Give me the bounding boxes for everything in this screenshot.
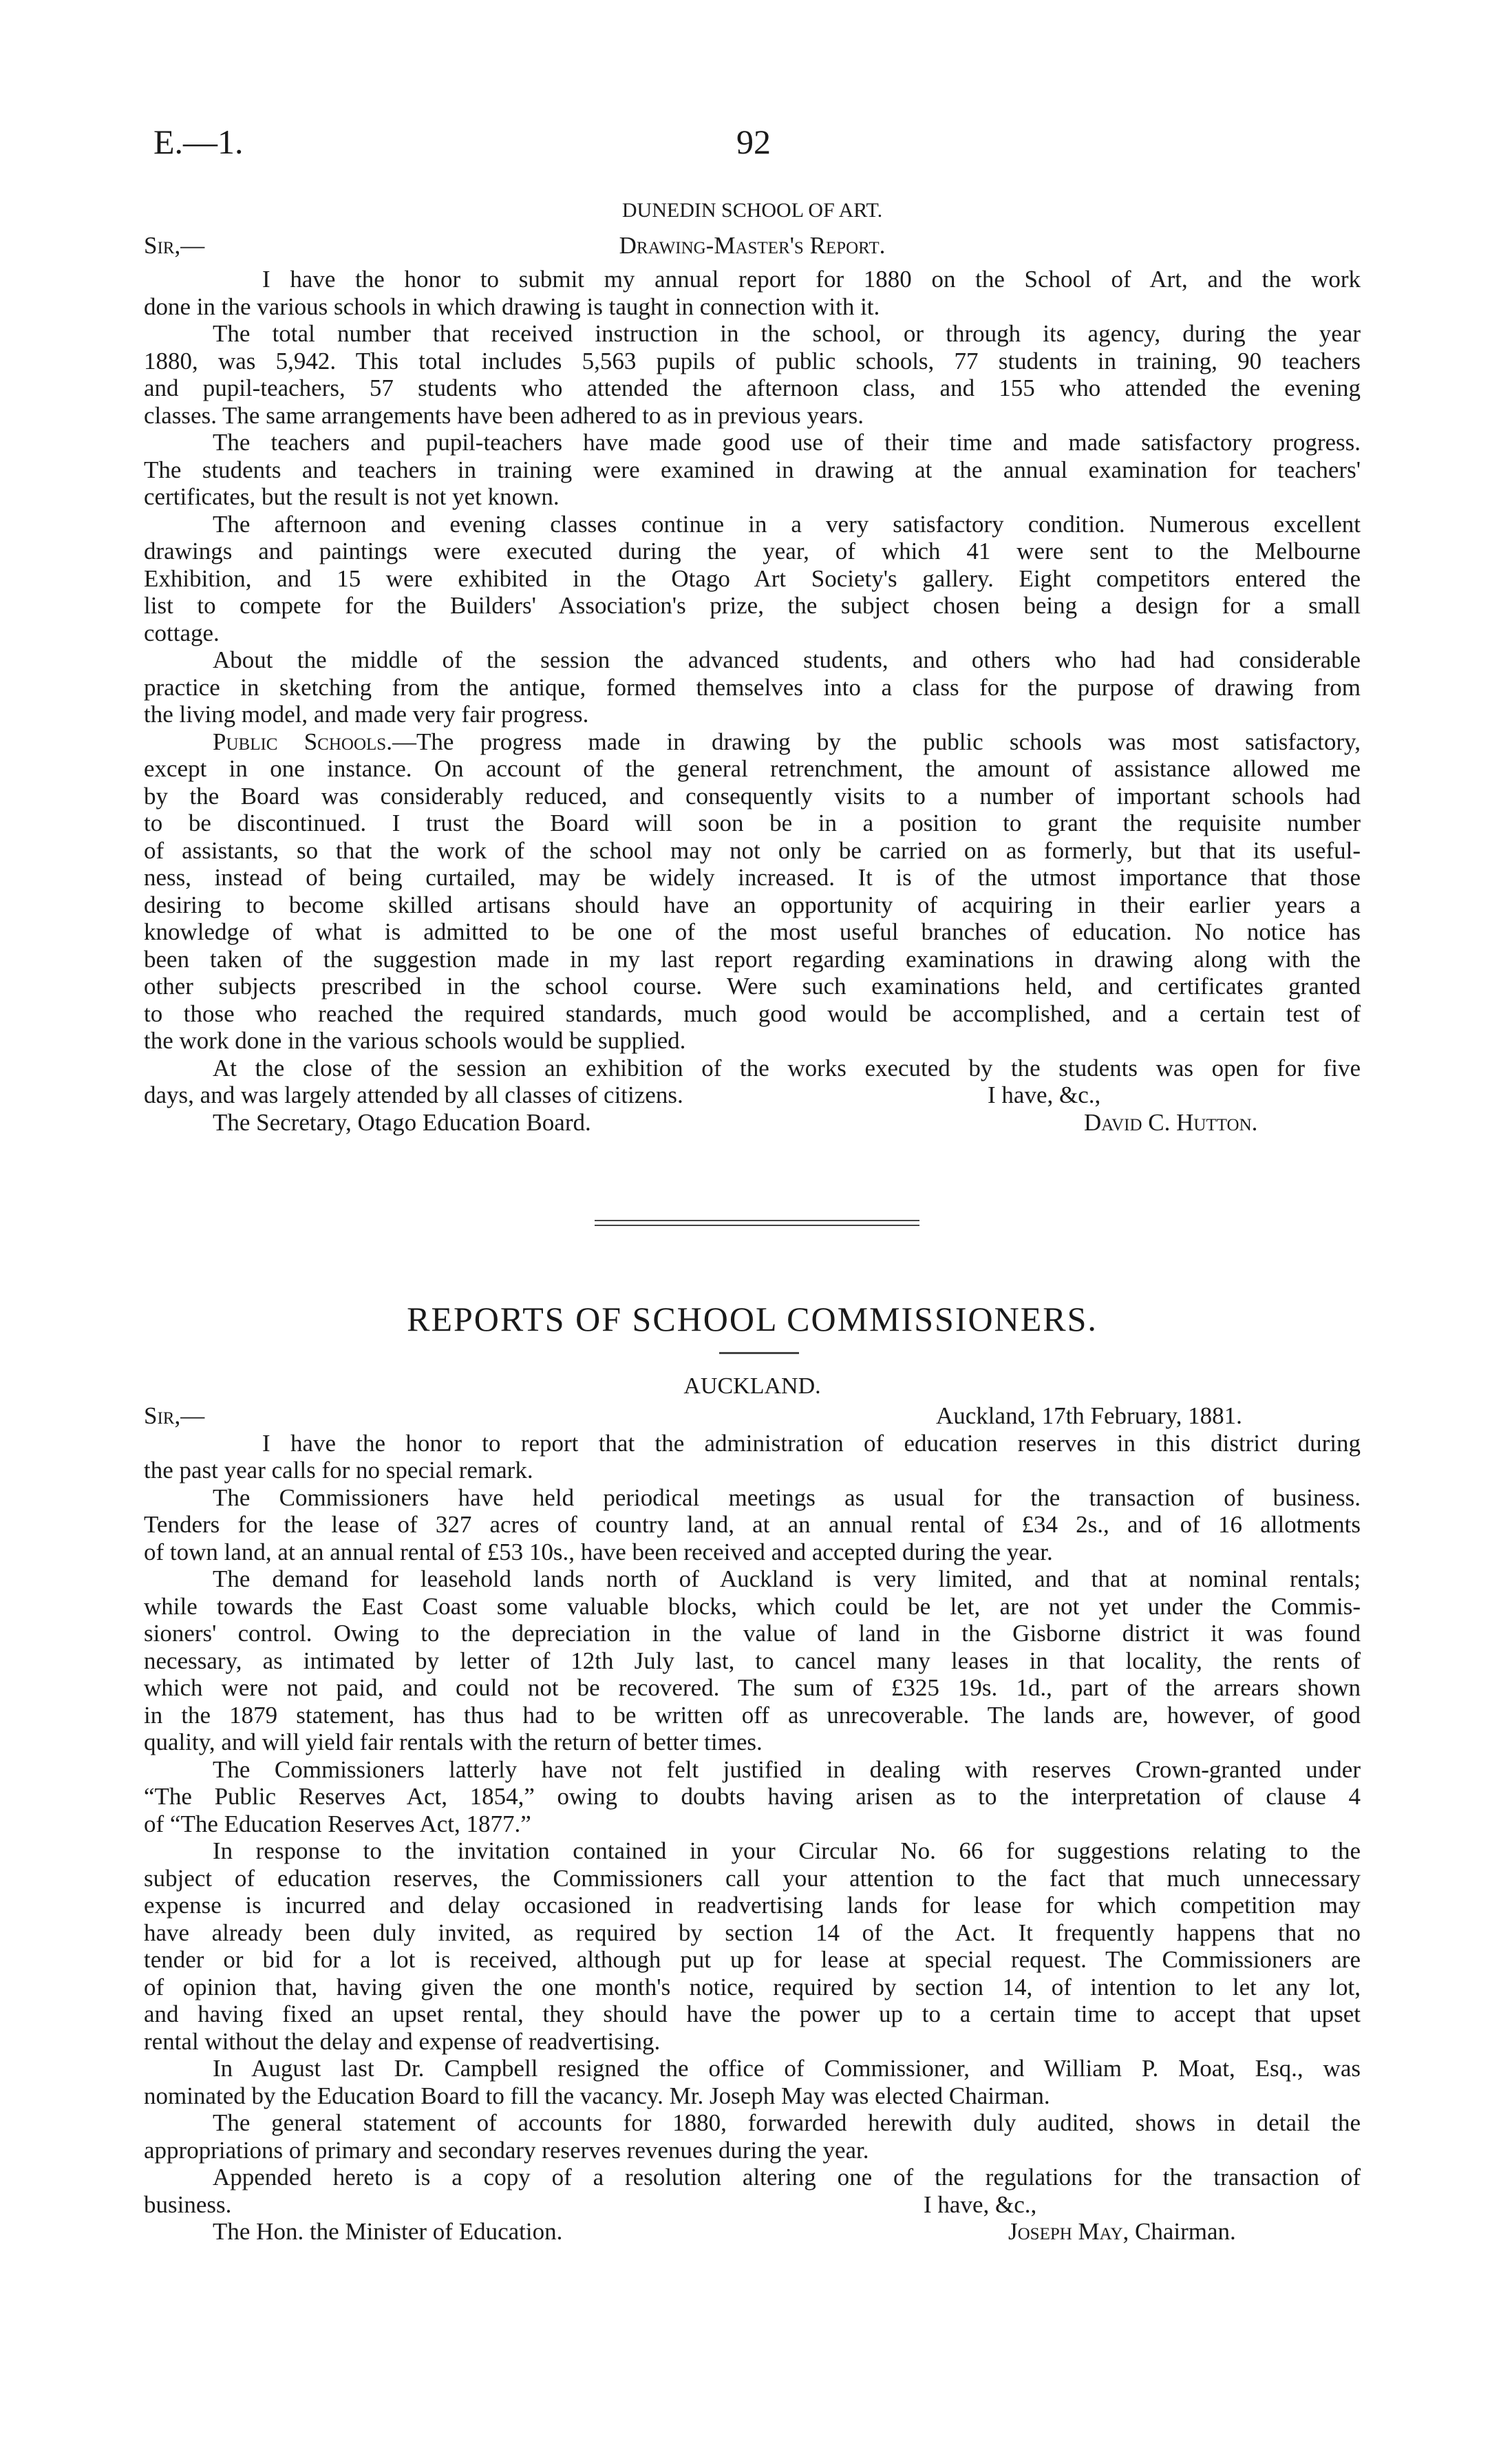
text-line: The teachers and pupil-teachers have made good use of their time and made satisfactory progress. (213, 429, 1361, 456)
salutation: Sir,— (144, 1402, 205, 1429)
text-line: In August last Dr. Campbell resigned the office of Commissioner, and William P. Moat, Esq., was (213, 2055, 1361, 2082)
text-line: by the Board was considerably reduced, and consequently visits to a number of important schools had (144, 782, 1361, 810)
letter-date: Auckland, 17th February, 1881. (936, 1402, 1242, 1429)
short-rule (719, 1352, 799, 1354)
text-line: About the middle of the session the advanced students, and others who had had considerable (213, 646, 1361, 673)
text-line (144, 728, 1361, 756)
text-line: practice in sketching from the antique, formed themselves into a class for the purpose of drawing from (144, 673, 1361, 701)
closing-salutation: I have, &c., (924, 2190, 1037, 2218)
text-line: other subjects prescribed in the school course. Were such examinations held, and certificates granted (144, 973, 1361, 1000)
text-line: and having fixed an upset rental, they should have the power up to a certain time to accept that upset (144, 2000, 1361, 2027)
text-line: desiring to become skilled artisans should have an opportunity of acquiring in their earlier years a (144, 891, 1361, 918)
salutation-line (144, 1402, 1361, 1430)
text-line: I have the honor to report that the administration of education reserves in this district during (262, 1429, 1361, 1457)
text-line: The Commissioners have held periodical meetings as usual for the transaction of business. (213, 1484, 1361, 1511)
text-line: of assistants, so that the work of the school may not only be carried on as formerly, but that its useful- (144, 836, 1361, 864)
page-number: 92 (736, 123, 771, 161)
text-line: cottage. (144, 619, 220, 646)
text-line: The general statement of accounts for 1880, forwarded herewith duly audited, shows in detail the (213, 2109, 1361, 2136)
text-line: the work done in the various schools would be supplied. (144, 1027, 686, 1054)
text-line: except in one instance. On account of the general retrenchment, the amount of assistance allowed me (144, 755, 1361, 782)
text-line: of opinion that, having given the one month's notice, required by section 14, of intention to let any lot, (144, 1973, 1361, 2000)
closing-text: business. (144, 2190, 232, 2218)
text-line: appropriations of primary and secondary reserves revenues during the year. (144, 2136, 869, 2164)
text-line: I have the honor to submit my annual report for 1880 on the School of Art, and the work (262, 266, 1361, 293)
paragraph-lead: Public Schools.— (213, 728, 416, 755)
closing-salutation: I have, &c., (988, 1081, 1101, 1108)
closing-text: days, and was largely attended by all classes of citizens. (144, 1081, 683, 1108)
salutation: Sir,— (144, 232, 205, 259)
text-line: and pupil-teachers, 57 students who attended the afternoon class, and 155 who attended the evening (144, 374, 1361, 401)
text-line: of town land, at an annual rental of £53 10s., have been received and accepted during the year. (144, 1538, 1053, 1565)
text-line: Exhibition, and 15 were exhibited in the Otago Art Society's gallery. Eight competitors entered the (144, 564, 1361, 592)
closing-line (144, 2191, 1361, 2219)
text-line: necessary, as intimated by letter of 12th July last, to cancel many leases in that locality, the rents of (144, 1647, 1361, 1674)
text-line: 1880, was 5,942. This total includes 5,563 pupils of public schools, 77 students in training, 90 teachers (144, 347, 1361, 374)
text-line: to those who reached the required standards, much good would be accomplished, and a certain test of (144, 1000, 1361, 1027)
text-line: while towards the East Coast some valuable blocks, which could be let, are not yet under the Commis- (144, 1592, 1361, 1620)
text-line: The students and teachers in training were examined in drawing at the annual examination for teachers' (144, 456, 1361, 483)
text-line: list to compete for the Builders' Association's prize, the subject chosen being a design for a small (144, 592, 1361, 619)
text-line: quality, and will yield fair rentals with the return of better times. (144, 1729, 763, 1755)
page-title: REPORTS OF SCHOOL COMMISSIONERS. (407, 1300, 1098, 1338)
signature-title: Chairman. (1135, 2218, 1236, 2245)
text-line: ness, instead of being curtailed, may be widely increased. It is of the utmost importance that those (144, 864, 1361, 891)
text-line: to be discontinued. I trust the Board will soon be in a position to grant the requisite number (144, 810, 1361, 836)
addressee: The Hon. the Minister of Education. (213, 2218, 563, 2245)
text-line: nominated by the Education Board to fill the vacancy. Mr. Joseph May was elected Chairman. (144, 2082, 1050, 2109)
text-line: been taken of the suggestion made in my last report regarding examinations in drawing along with the (144, 945, 1361, 973)
text-line: The total number that received instruction in the school, or through its agency, during the year (213, 320, 1361, 347)
text-line: done in the various schools in which drawing is taught in connection with it. (144, 293, 880, 320)
text-line: classes. The same arrangements have been adhered to as in previous years. (144, 401, 864, 429)
text-line: tender or bid for a lot is received, although put up for lease at special request. The Commissioners are (144, 1946, 1361, 1973)
signature: Joseph May, (1008, 2218, 1129, 2245)
text-line: The demand for leasehold lands north of Auckland is very limited, and that at nominal rentals; (213, 1565, 1361, 1592)
report-body (144, 266, 1361, 1136)
addressee: The Secretary, Otago Education Board. (213, 1108, 591, 1136)
section-heading: DUNEDIN SCHOOL OF ART. (621, 199, 883, 222)
text-line: Appended hereto is a copy of a resolution altering one of the regulations for the transaction of (213, 2164, 1361, 2190)
text-line: sioners' control. Owing to the depreciation in the value of land in the Gisborne district it was found (144, 1620, 1361, 1647)
text-line: subject of education reserves, the Commissioners call your attention to the fact that much unnecessary (144, 1864, 1361, 1892)
text-line: of “The Education Reserves Act, 1877.” (144, 1810, 531, 1837)
text-line: certificates, but the result is not yet known. (144, 483, 560, 510)
text-line: the living model, and made very fair progress. (144, 701, 589, 728)
signature: David C. Hutton. (1084, 1108, 1258, 1136)
line-text: The progress made in drawing by the public schools was most satisfactory, (416, 728, 1361, 755)
text-line: At the close of the session an exhibition of the works executed by the students was open for five (213, 1054, 1361, 1081)
text-line: drawings and paintings were executed during the year, of which 41 were sent to the Melbourne (144, 538, 1361, 564)
report-subheading: Drawing-Master's Report. (619, 232, 886, 259)
closing-line (144, 1081, 1361, 1109)
text-line: “The Public Reserves Act, 1854,” owing to doubts having arisen as to the interpretation of clause 4 (144, 1783, 1361, 1810)
text-line: expense is incurred and delay occasioned in readvertising lands for lease for which competition may (144, 1892, 1361, 1919)
text-line: Tenders for the lease of 327 acres of country land, at an annual rental of £34 2s., and of 16 allotments (144, 1511, 1361, 1538)
divider-rule (595, 1220, 919, 1221)
paragraphs (144, 1430, 1361, 2191)
paragraphs (144, 266, 1361, 1081)
text-line: In response to the invitation contained in your Circular No. 66 for suggestions relating to the (213, 1837, 1361, 1864)
text-line: which were not paid, and could not be recovered. The sum of £325 19s. 1d., part of the arrears shown (144, 1674, 1361, 1701)
text-line: The Commissioners latterly have not felt justified in dealing with reserves Crown-granted under (213, 1755, 1361, 1783)
text-line: knowledge of what is admitted to be one of the most useful branches of education. No notice has (144, 918, 1361, 945)
text-line: The afternoon and evening classes continue in a very satisfactory condition. Numerous excellent (213, 510, 1361, 538)
text-line: in the 1879 statement, has thus had to be written off as unrecoverable. The lands are, however, of good (144, 1701, 1361, 1729)
region-heading: AUCKLAND. (683, 1373, 821, 1399)
text-line: rental without the delay and expense of readvertising. (144, 2027, 661, 2055)
signature-line (144, 2218, 1361, 2246)
divider-rule (595, 1225, 919, 1226)
section-code: E.—1. (153, 123, 244, 161)
text-line: the past year calls for no special remark. (144, 1457, 533, 1484)
signature-line (144, 1109, 1361, 1137)
text-line: have already been duly invited, as required by section 14 of the Act. It frequently happens that no (144, 1919, 1361, 1946)
